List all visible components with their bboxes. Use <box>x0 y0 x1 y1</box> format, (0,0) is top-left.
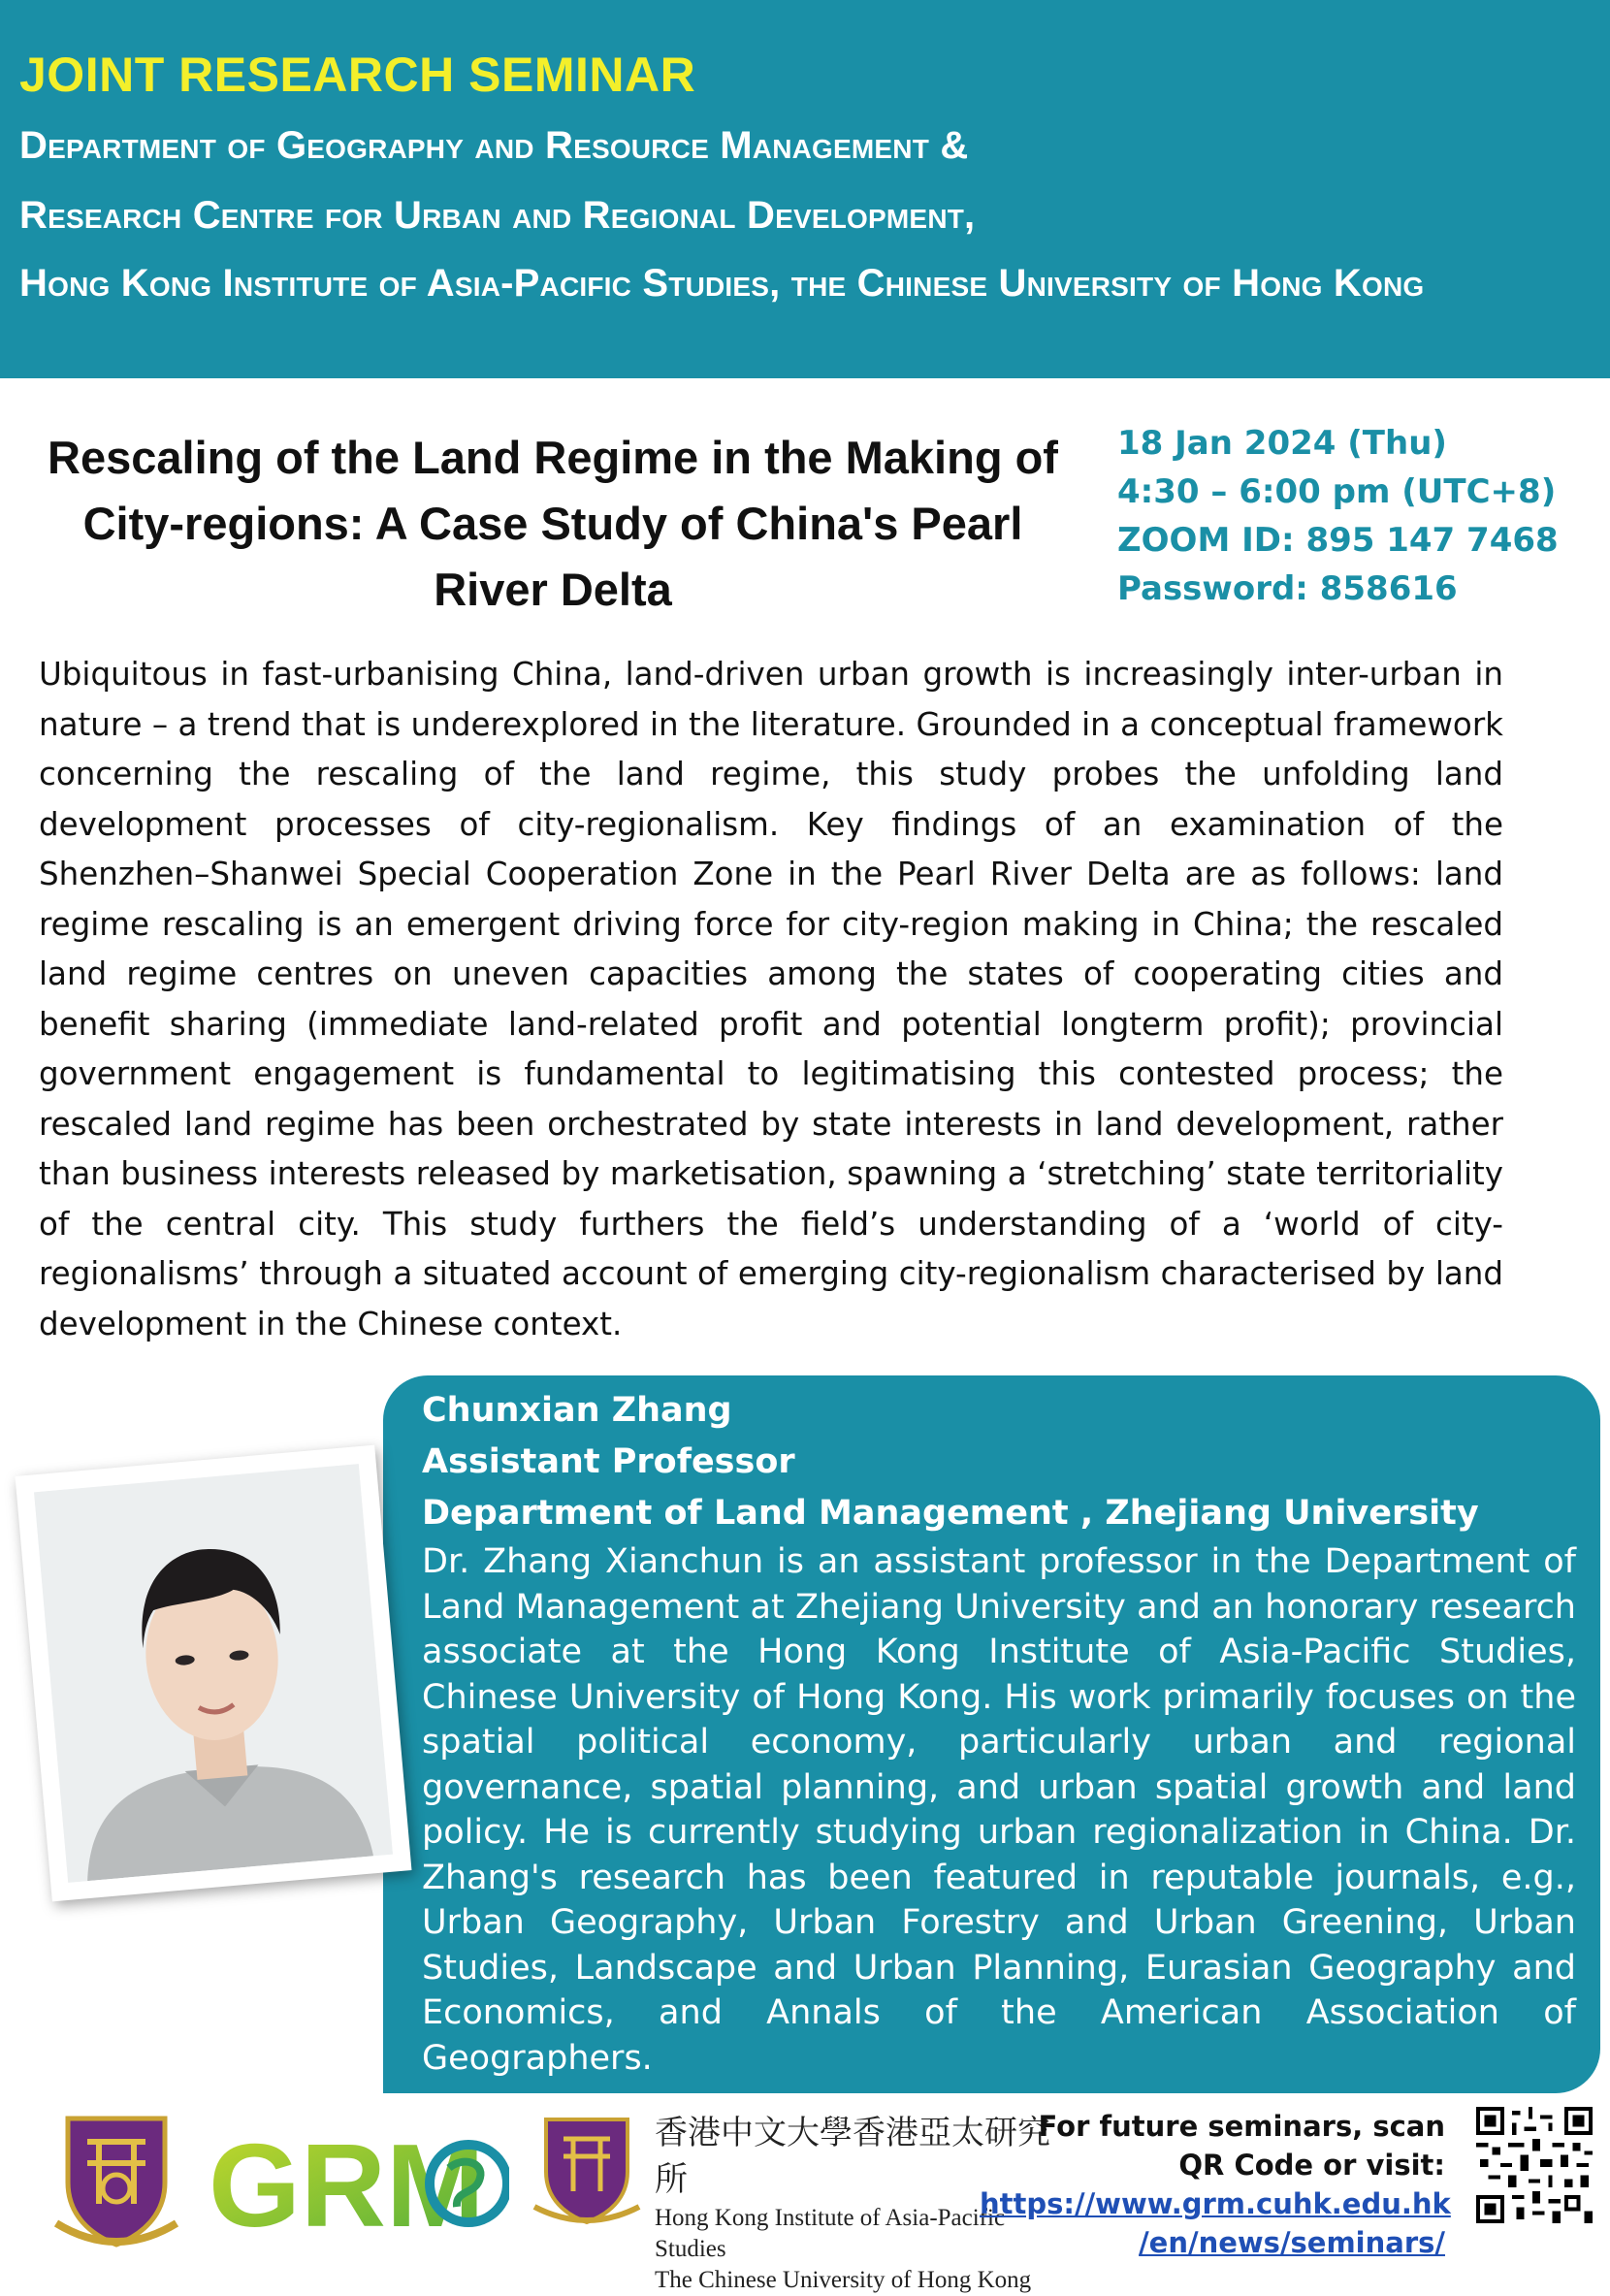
grm-logo-text: GRM <box>209 2119 485 2244</box>
hkiaps-university-en: The Chinese University of Hong Kong <box>655 2267 1032 2293</box>
event-date: 18 Jan 2024 (Thu) <box>1117 424 1447 463</box>
grm-logo-mark <box>209 2118 509 2244</box>
hkiaps-logo <box>529 2110 1050 2293</box>
talk-title: Rescaling of the Land Regime in the Making of City-regions: A Case Study of China's Pearl River Delta <box>48 432 1058 615</box>
seminar-kicker: JOINT RESEARCH SEMINAR <box>19 48 696 102</box>
department-line-2: Research Centre for Urban and Regional Development, <box>19 194 976 237</box>
header-banner <box>0 0 1610 378</box>
speaker-photo <box>34 1464 393 1883</box>
seminar-cta <box>980 2107 1451 2262</box>
seminar-link-1[interactable]: https://www.grm.cuhk.edu.hk <box>980 2187 1451 2220</box>
speaker-affiliation: Department of Land Management , Zhejiang University <box>422 1494 1479 1533</box>
speaker-portrait-illustration <box>34 1464 393 1883</box>
hkiaps-seal-icon <box>529 2110 645 2226</box>
zoom-password: Password: 858616 <box>1117 569 1458 608</box>
cta-line-2: QR Code or visit: <box>1178 2149 1445 2182</box>
speaker-position: Assistant Professor <box>422 1442 795 1481</box>
cuhk-seal-icon <box>48 2107 184 2252</box>
speaker-info <box>422 1385 1576 2081</box>
zoom-id: ZOOM ID: 895 147 7468 <box>1117 521 1559 560</box>
event-info <box>1117 419 1559 613</box>
department-line-3: Hong Kong Institute of Asia-Pacific Studies, the Chinese University of Hong Kong <box>19 262 1425 305</box>
hkiaps-chinese: 香港中文大學香港亞太研究所 <box>655 2114 1050 2199</box>
talk-abstract: Ubiquitous in fast-urbanising China, land-driven urban growth is increasingly inter-urban in nature – a trend that is underexplored in the literature. Grounded in a conceptual framework concerning the rescaling of the land regime, this study probes the unfolding land development processes of city-regionalism. Key findings of an examination of the Shenzhen–Shanwei Special Cooperation Zone in the Pearl River Delta are as follows: land regime rescaling is an emergent driving force for city-region making in China; the rescaled land regime centres on uneven capacities among the states of cooperating cities and benefit sharing (immediate land-related profit and potential longterm profit); provincial government engagement is fundamental to legitimatising this contested process; the rescaled land regime has been orchestrated by state interests in land development, rather than business interests released by marketisation, spawning a ‘stretching’ state territoriality of the central city. This study furthers the field’s understanding of a ‘world of city-regionalisms’ through a situated account of emerging city-regionalism characterised by land development in the Chinese context. <box>39 656 1503 1342</box>
speaker-bio: Dr. Zhang Xianchun is an assistant professor in the Department of Land Management at Zhejiang University and an honorary research associate at the Hong Kong Institute of Asia-Pacific Studies, Chinese University of Hong Kong. His work primarily focuses on the spatial political economy, particularly urban and regional governance, spatial planning, and urban spatial growth and land policy. He is currently studying urban regionalization in China. Dr. Zhang's research has been featured in reputable journals, e.g., Urban Geography, Urban Forestry and Urban Greening, Urban Studies, Landscape and Urban Planning, Eurasian Geography and Economics, and Annals of the American Association of Geographers. <box>422 1542 1576 2078</box>
speaker-name: Chunxian Zhang <box>422 1391 732 1430</box>
speaker-photo-frame <box>16 1445 412 1902</box>
qr-code-icon[interactable] <box>1476 2107 1593 2223</box>
cta-line-1: For future seminars, scan <box>1038 2110 1445 2143</box>
seminar-link-2[interactable]: /en/news/seminars/ <box>1139 2226 1445 2259</box>
event-time: 4:30 – 6:00 pm (UTC+8) <box>1117 472 1557 511</box>
department-line-1: Department of Geography and Resource Management & <box>19 124 969 167</box>
grm-logo <box>209 2118 509 2247</box>
hkiaps-name-en: Hong Kong Institute of Asia-Pacific Studies <box>655 2205 1006 2262</box>
